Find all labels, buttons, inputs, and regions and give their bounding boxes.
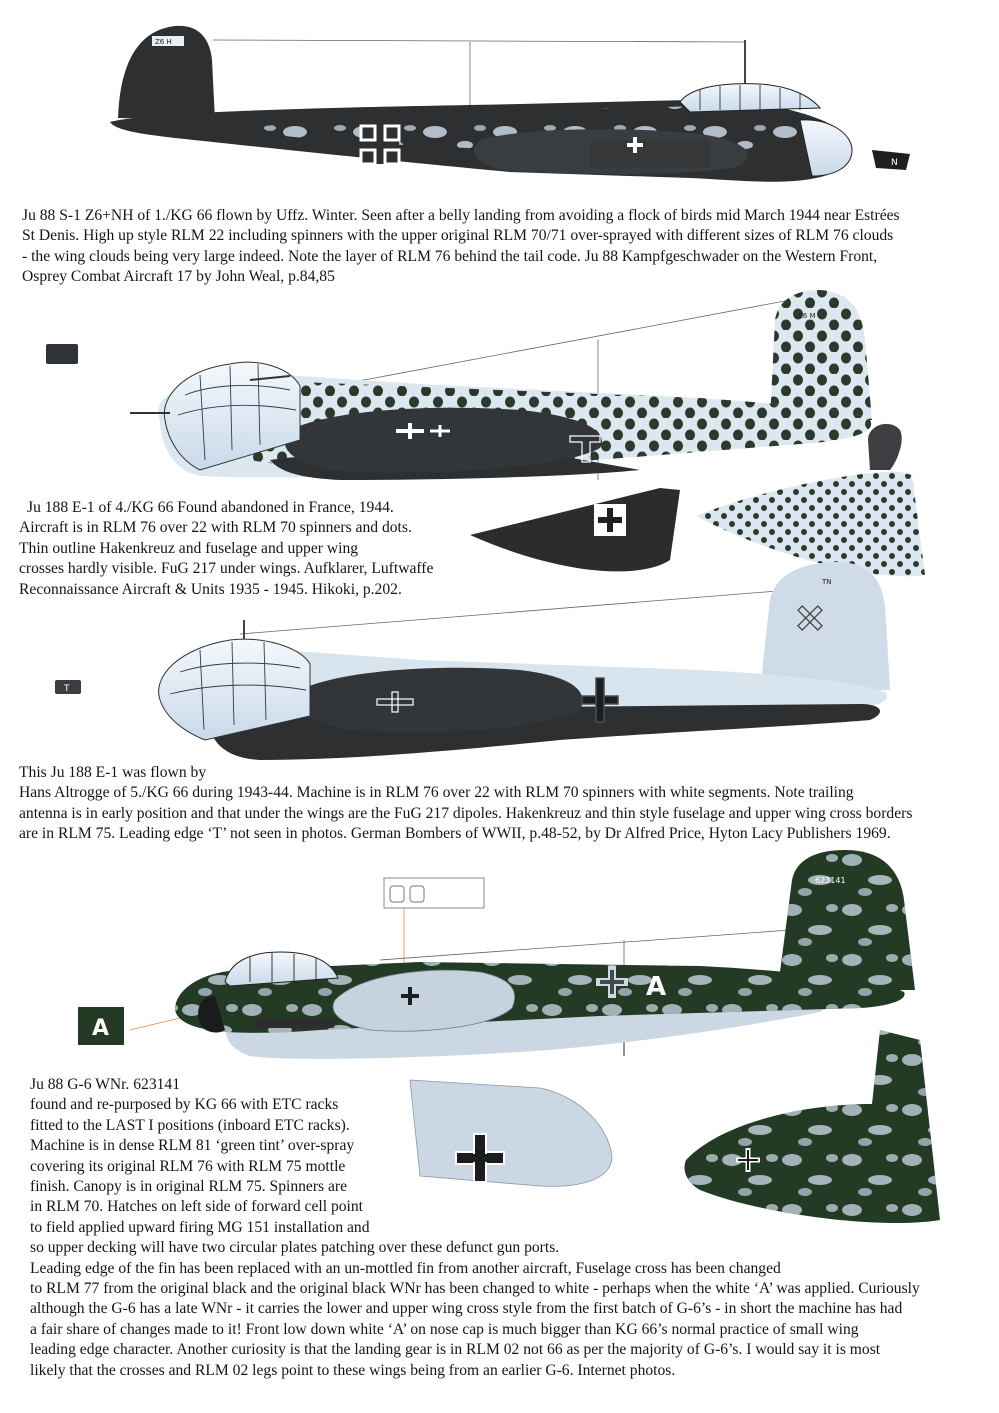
caption-line: found and re-purposed by KG 66 with ETC racks	[30, 1096, 339, 1114]
caption-line: - the wing clouds being very large indeed. Note the layer of RLM 76 behind the tail code. Ju 88 Kampfgeschwader on the Western Front,	[22, 247, 878, 265]
aircraft-3-tag-letter: T	[64, 684, 70, 694]
aircraft-2-tail-code: Z6 M	[798, 312, 816, 320]
caption-line: antenna is in early position and that under the wings are the FuG 217 dipoles. Hakenkreuz and thin style fuselage and upper wing cross borders	[19, 804, 913, 822]
caption-line: so upper decking will have two circular plates patching over these defunct gun ports.	[30, 1239, 560, 1257]
aircraft-2-caption	[19, 498, 433, 600]
aircraft-4-werknummer: 623141	[815, 876, 846, 885]
caption-line: although the G-6 has a late WNr - it carries the lower and upper wing cross style from the first batch of G-6’s - in short the machine has had	[30, 1300, 903, 1318]
caption-line: Ju 88 G-6 WNr. 623141	[30, 1076, 181, 1093]
caption-line: Osprey Combat Aircraft 17 by John Weal, p.84,85	[22, 268, 335, 286]
caption-line: crosses hardly visible. FuG 217 under wings. Aufklarer, Luftwaffe	[19, 560, 434, 578]
caption-line: likely that the crosses and RLM 02 legs point to these wings being from an earlier G-6. Internet photos.	[30, 1361, 676, 1379]
caption-line: covering its original RLM 76 with RLM 75 mottle	[30, 1157, 346, 1175]
caption-line: a fair share of changes made to it! Front low down white ‘A’ on nose cap is much bigger than KG 66’s normal practice of small wing	[30, 1320, 859, 1338]
caption-line: leading edge character. Another curiosity is that the landing gear is in RLM 02 not 66 as per the majority of G-6’s. I would say it is most	[30, 1341, 881, 1359]
aircraft-1-caption	[22, 206, 900, 288]
caption-line: fitted to the LAST I positions (inboard ETC racks).	[30, 1116, 350, 1134]
aircraft-3-caption	[19, 763, 912, 845]
aircraft-4-caption	[30, 1075, 920, 1381]
caption-line: to field applied upward firing MG 151 installation and	[30, 1218, 370, 1236]
aircraft-4-code-letter: A	[646, 972, 667, 1002]
caption-line: Machine is in dense RLM 81 ‘green tint’ over-spray	[30, 1137, 355, 1155]
caption-line: Hans Altrogge of 5./KG 66 during 1943-44. Machine is in RLM 76 over 22 with RLM 70 spinners with white segments. Note trailing	[19, 784, 854, 802]
caption-line: This Ju 188 E-1 was flown by	[19, 764, 207, 781]
caption-line: Aircraft is in RLM 76 over 22 with RLM 70 spinners and dots.	[19, 519, 412, 537]
caption-line: Ju 188 E-1 of 4./KG 66 Found abandoned in France, 1944.	[27, 499, 394, 516]
caption-line: Reconnaissance Aircraft & Units 1935 - 1945. Hikoki, p.202.	[19, 580, 402, 598]
caption-line: finish. Canopy is in original RLM 75. Spinners are	[30, 1178, 348, 1196]
aircraft-4-nose-letter: A	[92, 1016, 110, 1041]
caption-line: Ju 88 S-1 Z6+NH of 1./KG 66 flown by Uffz. Winter. Seen after a belly landing from avoiding a flock of birds mid March 1944 near Estrées	[22, 207, 900, 224]
caption-line: are in RLM 75. Leading edge ‘T’ not seen in photos. German Bombers of WWII, p.48-52, by Dr Alfred Price, Hyton Lacy Publishers 1969.	[19, 825, 891, 843]
aircraft-1-tail-code: Z6 H	[155, 38, 172, 46]
aircraft-1-profile	[110, 26, 910, 182]
caption-line: in RLM 70. Hatches on left side of forward cell point	[30, 1198, 364, 1216]
caption-line: to RLM 77 from the original black and the original black WNr has been changed to white - perhaps when the white ‘A’ was applied. Curiously	[30, 1280, 920, 1298]
caption-line: Thin outline Hakenkreuz and fuselage and upper wing	[19, 539, 359, 557]
aircraft-3-tail-code: TN	[822, 578, 832, 586]
aircraft-1-n-tag: N	[891, 158, 898, 168]
caption-line: Leading edge of the fin has been replaced with an un-mottled fin from another aircraft, Fuselage cross has been changed	[30, 1259, 781, 1277]
caption-line: St Denis. High up style RLM 22 including spinners with the upper original RLM 70/71 over-sprayed with different sizes of RLM 76 clouds	[22, 227, 894, 245]
